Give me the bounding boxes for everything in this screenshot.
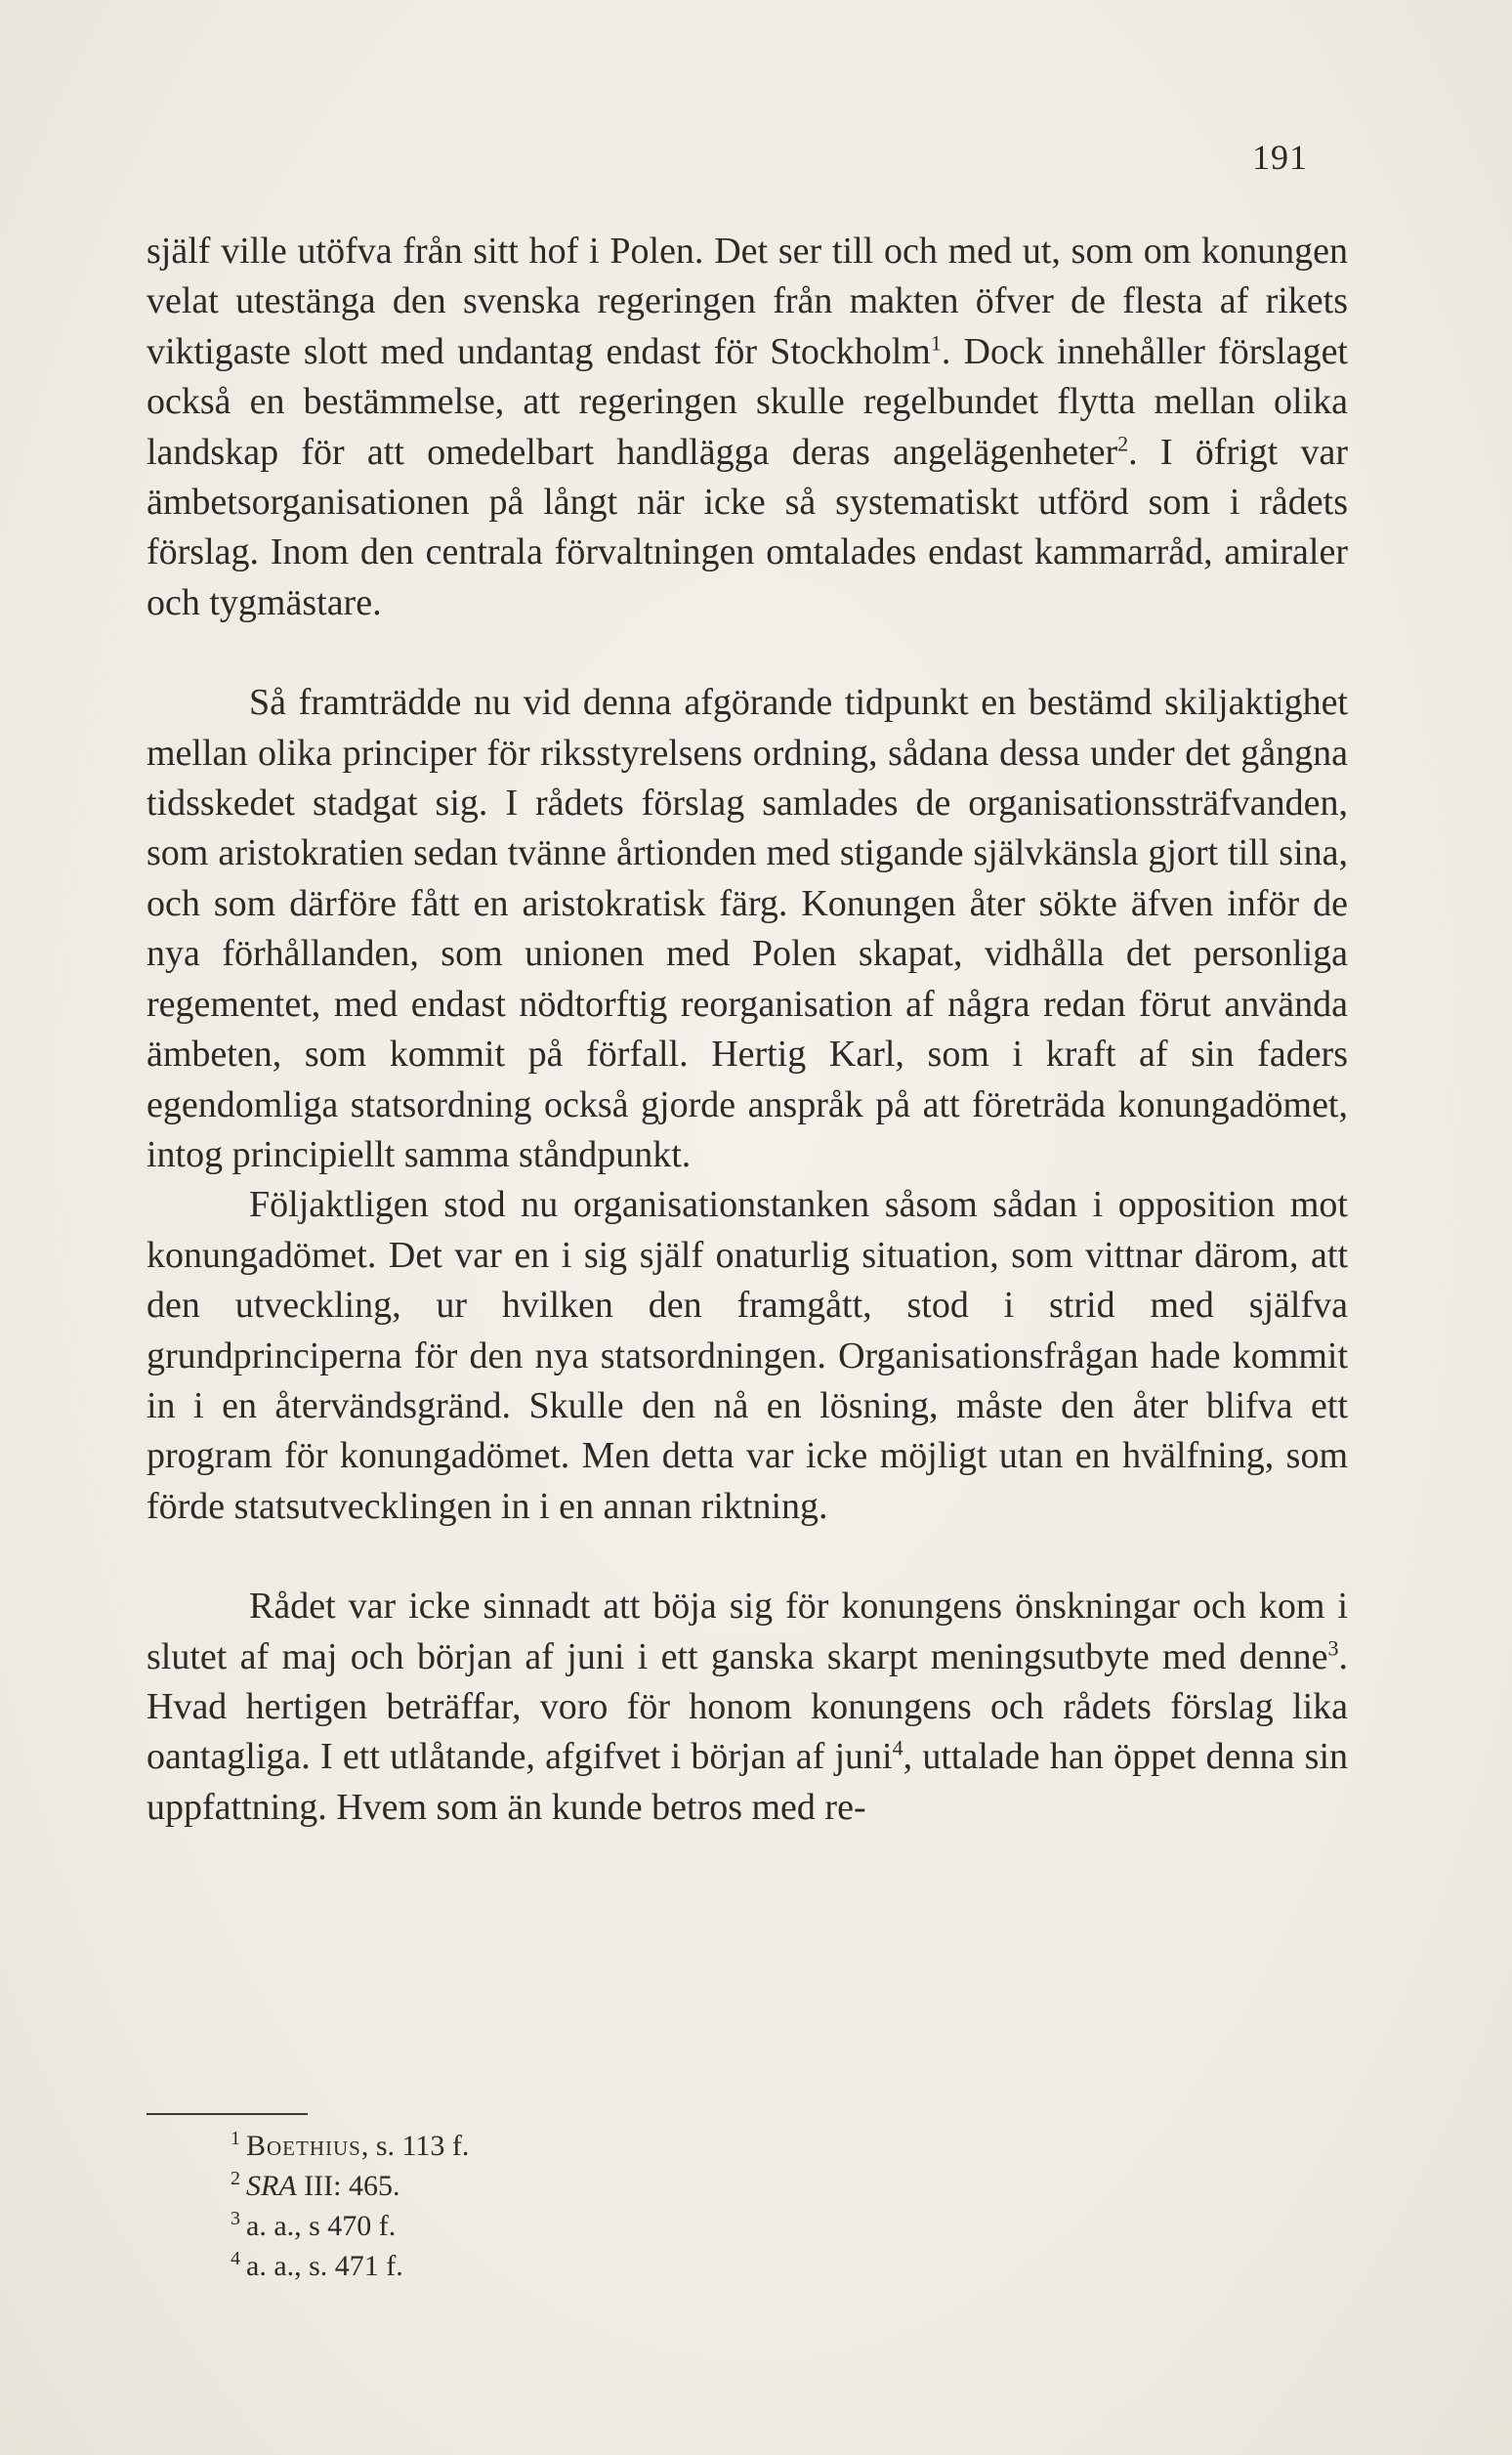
- page-number: 191: [1252, 138, 1308, 177]
- footnote-reference: 2: [1117, 430, 1129, 455]
- footnote-reference: 4: [892, 1735, 903, 1760]
- footnote-text: , s. 113 f.: [360, 2130, 470, 2162]
- paragraph-text: själf ville utöfva från sitt hof i Polen. Det ser till och med ut, som om konungen velat utestänga den svenska regeringen från makten öfver de flesta af rikets viktigaste slott med undantag endast för Stockholm: [147, 231, 1348, 372]
- paragraph-text: . Hvad hertigen beträffar, voro för honom konungens och rådets förslag lika oantagliga. I ett utlåtande, afgifvet i början af juni: [147, 1635, 1348, 1778]
- footnote-reference: 1: [930, 330, 942, 356]
- paragraph-text: , uttalade han öppet denna sin uppfattning. Hvem som än kunde betros med re-: [147, 1736, 1348, 1828]
- paragraph-text: . I öfrigt var ämbetsorganisationen på långt när icke så systematiskt utförd som i rådets förslag. Inom den centrala förvaltningen omtalades endast kammarråd, amiraler och tygmästare.: [147, 431, 1348, 623]
- paragraph: [147, 1582, 1348, 1833]
- paragraph-text: Rådet var icke sinnadt att böja sig för konungens önskningar och kom i slutet af maj och början af juni i ett ganska skarpt meningsutbyte med denne: [147, 1586, 1348, 1677]
- footnote-number: 1: [231, 2128, 240, 2149]
- body-text: [147, 227, 1348, 1833]
- footnote-text: III: 465.: [296, 2170, 400, 2202]
- footnote-text: Boethius: [246, 2130, 361, 2162]
- footnote-number: 3: [231, 2208, 240, 2229]
- footnote-separator: [147, 2113, 308, 2115]
- paragraph: [147, 678, 1348, 1180]
- footnote-text: a. a., s. 471 f.: [246, 2250, 403, 2282]
- footnotes: [231, 2126, 817, 2286]
- paragraph-text: . Dock innehåller förslaget också en bestämmelse, att regeringen skulle regelbundet flytta mellan olika landskap för att omedelbart handlägga deras angelägenheter: [147, 330, 1348, 473]
- footnote-text: SRA: [246, 2170, 297, 2202]
- footnote-text: a. a., s 470 f.: [246, 2210, 397, 2242]
- footnote-reference: 3: [1327, 1634, 1339, 1660]
- paragraph: [147, 1180, 1348, 1532]
- footnote: [231, 2206, 817, 2246]
- footnote: [231, 2126, 817, 2166]
- paragraph-text: Så framträdde nu vid denna afgörande tidpunkt en bestämd skiljaktighet mellan olika principer för riksstyrelsens ordning, sådana dessa under det gångna tidsskedet stadgat sig. I rådets förslag samlades de organisationssträfvanden, som aristokratien sedan tvänne årtionden med stigande självkänsla gjort till sina, och som därföre fått en aristokratisk färg. Konungen åter sökte äfven inför de nya förhållanden, som unionen med Polen skapat, vidhålla det personliga regementet, med endast nödtorftig reorganisation af några redan förut använda ämbeten, som kommit på förfall. Hertig Karl, som i kraft af sin faders egendomliga statsordning också gjorde anspråk på att företräda konungadömet, intog principiellt samma ståndpunkt.: [147, 682, 1348, 1175]
- paragraph: [147, 227, 1348, 628]
- footnote-number: 4: [231, 2248, 240, 2269]
- footnote: [231, 2246, 817, 2286]
- paragraph-text: Följaktligen stod nu organisationstanken såsom sådan i opposition mot konungadömet. Det var en i sig själf onaturlig situation, som vittnar därom, att den utveckling, ur hvilken den framgått, stod i strid med själfva grundprinciperna för den nya statsordningen. Organisationsfrågan hade kommit in i en återvändsgränd. Skulle den nå en lösning, måste den åter blifva ett program för konungadömet. Men detta var icke möjligt utan en hvälfning, som förde statsutvecklingen in i en annan riktning.: [147, 1184, 1348, 1527]
- footnote-number: 2: [231, 2168, 240, 2189]
- footnote: [231, 2166, 817, 2206]
